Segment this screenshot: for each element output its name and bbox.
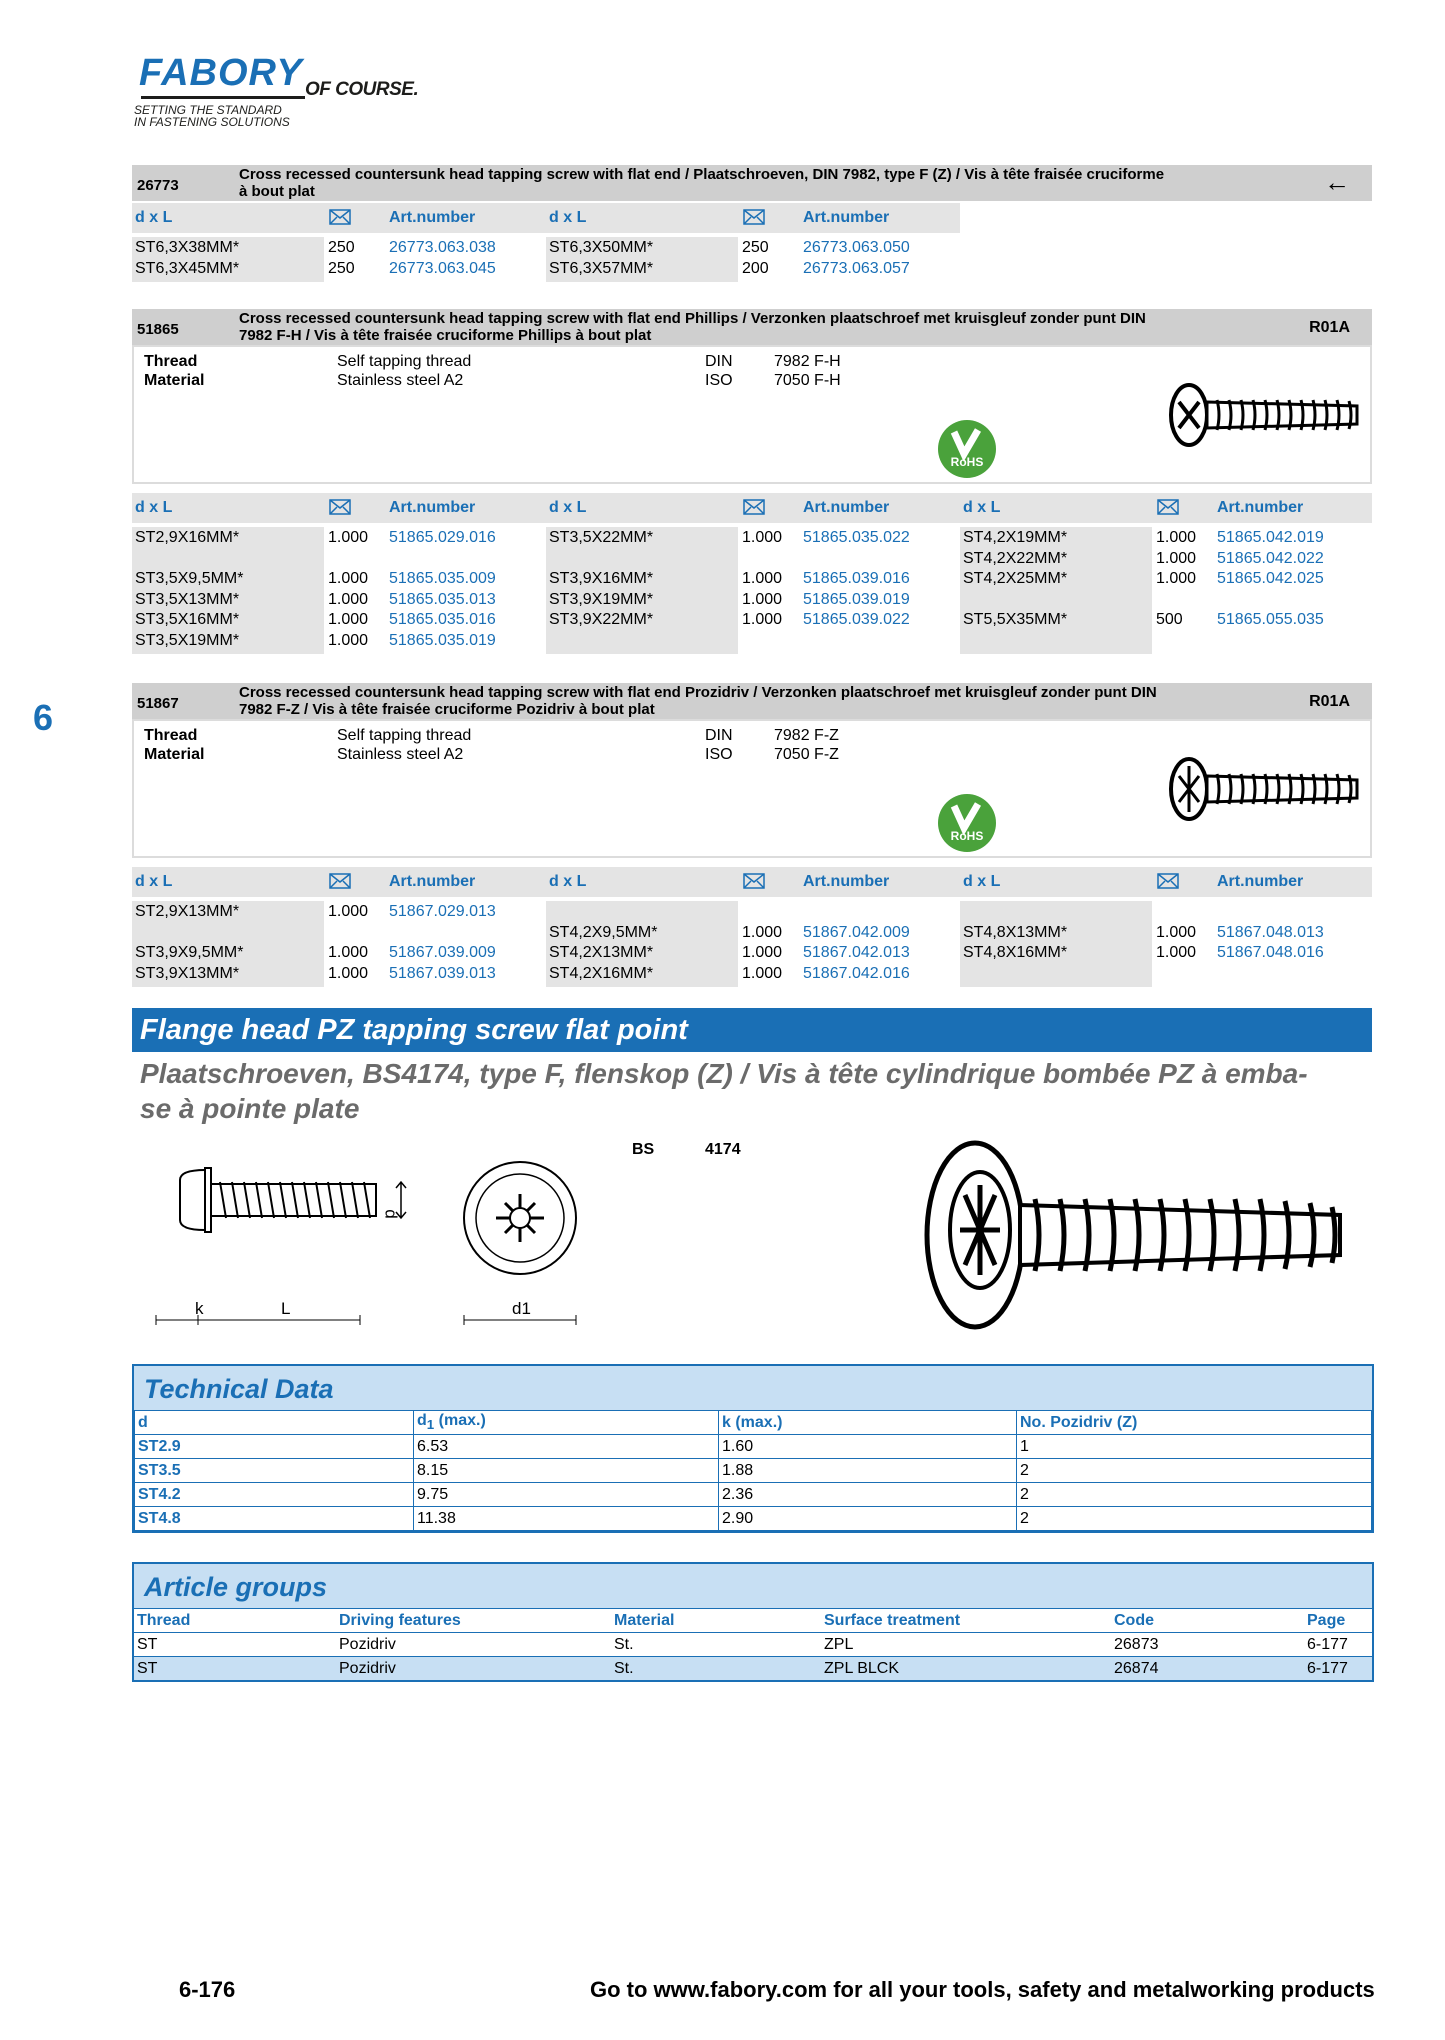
size-cell: ST4,8X13MM* xyxy=(963,923,1068,941)
quantity-cell: 250 xyxy=(742,239,769,256)
column-header-artnumber: Art.number xyxy=(803,209,890,226)
standard-label: BS xyxy=(632,1141,655,1158)
description-line: Cross recessed countersunk head tapping screw with flat end / Plaatschroeven, DIN 7982, type F (Z) / Vis à tête fraisée cruciforme xyxy=(239,166,1165,183)
quantity-cell: 1.000 xyxy=(328,964,369,982)
section-title: Flange head PZ tapping screw flat point xyxy=(132,1008,1372,1052)
table-cell: ST4.2 xyxy=(135,1483,414,1507)
column-header-dxl: d x L xyxy=(963,873,1001,890)
dimension-l-label: L xyxy=(281,1299,291,1318)
quantity-cell: 1.000 xyxy=(742,964,783,982)
logo-tagline xyxy=(134,104,290,128)
table-cell: ST4.8 xyxy=(135,1507,414,1531)
countersunk-screw-image xyxy=(1167,380,1367,450)
column-header-dxl: d x L xyxy=(549,209,587,226)
rohs-badge-icon xyxy=(938,420,996,478)
package-quantity-icon xyxy=(329,209,351,230)
quantity-cell: 250 xyxy=(328,239,355,256)
thread-value: Self tapping thread xyxy=(337,727,472,744)
table-cell: Pozidriv xyxy=(336,1657,611,1681)
quantity-cell: 1.000 xyxy=(1156,549,1197,567)
table-header-row xyxy=(135,1411,1372,1435)
size-cell: ST4,2X25MM* xyxy=(963,570,1068,587)
table-row[interactable] xyxy=(134,1633,1372,1657)
product-header-51865 xyxy=(132,309,1372,345)
column-header-artnumber: Art.number xyxy=(389,209,476,226)
column-header: No. Pozidriv (Z) xyxy=(1017,1411,1372,1435)
article-number-link[interactable]: 51865.035.013 xyxy=(389,590,496,608)
product-description xyxy=(239,166,1164,200)
column-header-dxl: d x L xyxy=(135,499,173,516)
subtitle-line: Plaatschroeven, BS4174, type F, flenskop (Z) / Vis à tête cylindrique bombée PZ à emba- xyxy=(140,1058,1308,1089)
table-cell: 2 xyxy=(1017,1459,1372,1483)
column-header-artnumber: Art.number xyxy=(1217,499,1304,516)
size-cell: ST2,9X16MM* xyxy=(135,529,240,546)
quantity-cell: 1.000 xyxy=(742,590,783,608)
material-label: Material xyxy=(144,372,205,389)
size-cell: ST4,2X13MM* xyxy=(549,944,654,961)
article-number-link[interactable]: 51865.039.019 xyxy=(803,590,910,608)
thread-value: Self tapping thread xyxy=(337,353,472,370)
table-cell: 1.60 xyxy=(719,1435,1017,1459)
table-cell: 2 xyxy=(1017,1483,1372,1507)
logo-tagline-line2: IN FASTENING SOLUTIONS xyxy=(134,115,290,129)
table-cell: ST3.5 xyxy=(135,1459,414,1483)
product-group-tag: R01A xyxy=(1309,319,1350,336)
quantity-cell: 1.000 xyxy=(328,590,369,608)
size-cell: ST6,3X57MM* xyxy=(549,259,654,277)
size-cell: ST6,3X45MM* xyxy=(135,259,240,277)
article-number-link[interactable]: 51867.048.016 xyxy=(1217,944,1324,961)
back-arrow-icon[interactable]: ← xyxy=(1324,167,1350,197)
article-number-link[interactable]: 51865.039.016 xyxy=(803,570,910,587)
size-cell: ST3,5X13MM* xyxy=(135,590,240,608)
article-number-link[interactable]: 51867.042.016 xyxy=(803,964,910,982)
table-cell: ST xyxy=(134,1657,336,1681)
package-quantity-icon xyxy=(329,873,351,894)
subtitle-line: se à pointe plate xyxy=(140,1093,360,1124)
standard-value: 7982 F-Z xyxy=(774,727,839,744)
table-cell: ST2.9 xyxy=(135,1435,414,1459)
column-header: Driving features xyxy=(336,1609,611,1633)
product-info-box xyxy=(132,719,1372,858)
rohs-label: RoHS xyxy=(950,829,984,843)
quantity-cell: 200 xyxy=(742,259,769,277)
product-header-51867 xyxy=(132,683,1372,719)
countersunk-screw-image xyxy=(1167,754,1367,824)
package-quantity-icon xyxy=(743,209,765,230)
rohs-badge-icon xyxy=(938,794,996,852)
description-line: Cross recessed countersunk head tapping screw with flat end Prozidriv / Verzonken plaatschroef met kruisgleuf zonder punt DIN xyxy=(239,684,1157,701)
table-cell: 2 xyxy=(1017,1507,1372,1531)
column-header: Material xyxy=(611,1609,821,1633)
table-cell: 2.90 xyxy=(719,1507,1017,1531)
table-cell: ST xyxy=(134,1633,336,1657)
size-cell: ST4,2X16MM* xyxy=(549,964,654,982)
column-header-artnumber: Art.number xyxy=(803,873,890,890)
article-number-link[interactable]: 51865.042.025 xyxy=(1217,570,1324,587)
technical-data-table xyxy=(132,1364,1374,1533)
size-cell: ST3,9X22MM* xyxy=(549,611,654,628)
article-number-link[interactable]: 51867.042.013 xyxy=(803,944,910,961)
table-row xyxy=(135,1435,1372,1459)
table-cell: ZPL BLCK xyxy=(821,1657,1111,1681)
article-number-link[interactable]: 51867.029.013 xyxy=(389,903,496,920)
column-header-artnumber: Art.number xyxy=(389,499,476,516)
table-row xyxy=(135,1459,1372,1483)
quantity-cell: 1.000 xyxy=(1156,923,1197,941)
quantity-cell: 1.000 xyxy=(328,529,369,546)
column-header: k (max.) xyxy=(719,1411,1017,1435)
dimension-d-label: d xyxy=(381,1209,401,1219)
size-cell: ST2,9X13MM* xyxy=(135,903,240,920)
quantity-cell: 1.000 xyxy=(328,631,369,649)
description-line: 7982 F-H / Vis à tête fraisée cruciforme Phillips à bout plat xyxy=(239,327,652,344)
table-cell: St. xyxy=(611,1633,821,1657)
article-number-link[interactable]: 51867.042.009 xyxy=(803,923,910,941)
quantity-cell: 1.000 xyxy=(328,611,369,628)
quantity-cell: 1.000 xyxy=(328,944,369,961)
header-max: (max.) xyxy=(438,1412,486,1430)
article-number-link[interactable]: 51865.035.016 xyxy=(389,611,496,628)
size-cell: ST4,2X22MM* xyxy=(963,549,1068,567)
quantity-cell: 1.000 xyxy=(1156,529,1197,546)
column-header xyxy=(414,1411,719,1435)
quantity-cell: 250 xyxy=(328,259,355,277)
chapter-marker: 6 xyxy=(33,697,54,738)
article-number-link[interactable]: 51865.042.022 xyxy=(1217,549,1324,567)
size-cell: ST4,8X16MM* xyxy=(963,944,1068,961)
table-header-row xyxy=(134,1609,1372,1633)
column-header-dxl: d x L xyxy=(963,499,1001,516)
table-cell: 26874 xyxy=(1111,1657,1304,1681)
column-header: Page xyxy=(1304,1609,1372,1633)
column-header-artnumber: Art.number xyxy=(389,873,476,890)
table-row xyxy=(135,1507,1372,1531)
package-quantity-icon xyxy=(743,873,765,894)
column-header: Surface treatment xyxy=(821,1609,1111,1633)
table-cell: 6.53 xyxy=(414,1435,719,1459)
package-quantity-icon xyxy=(1157,873,1179,894)
footer-link-text[interactable]: Go to www.fabory.com for all your tools, safety and metalworking products xyxy=(590,1977,1375,2002)
column-header-dxl: d x L xyxy=(135,209,173,226)
table-cell: 6-177 xyxy=(1304,1633,1372,1657)
size-cell: ST3,5X22MM* xyxy=(549,529,654,546)
quantity-cell: 1.000 xyxy=(1156,944,1197,961)
article-number-link[interactable]: 51865.035.009 xyxy=(389,570,496,587)
table-title: Article groups xyxy=(134,1564,1372,1608)
size-cell: ST6,3X50MM* xyxy=(549,239,654,256)
article-number-link[interactable]: 51865.055.035 xyxy=(1217,611,1324,628)
article-number-link[interactable]: 26773.063.038 xyxy=(389,239,496,256)
quantity-cell: 1.000 xyxy=(742,529,783,546)
table-cell: 1.88 xyxy=(719,1459,1017,1483)
column-header: Thread xyxy=(134,1609,336,1633)
table-cell: 11.38 xyxy=(414,1507,719,1531)
package-quantity-icon xyxy=(329,499,351,520)
table-title: Technical Data xyxy=(134,1366,1372,1410)
size-cell: ST3,5X19MM* xyxy=(135,631,240,649)
quantity-cell: 1.000 xyxy=(742,570,783,587)
material-value: Stainless steel A2 xyxy=(337,372,464,389)
size-cell: ST4,2X19MM* xyxy=(963,529,1068,546)
table-cell: Pozidriv xyxy=(336,1633,611,1657)
standard-label: ISO xyxy=(705,746,733,763)
standard-label: DIN xyxy=(705,727,733,744)
table-row xyxy=(135,1483,1372,1507)
product-header-26773 xyxy=(132,165,1372,201)
page-number: 6-176 xyxy=(179,1977,236,2002)
package-quantity-icon xyxy=(743,499,765,520)
table-cell: 6-177 xyxy=(1304,1657,1372,1681)
size-cell: ST6,3X38MM* xyxy=(135,239,240,256)
column-header-dxl: d x L xyxy=(135,873,173,890)
article-number-link[interactable]: 51867.039.013 xyxy=(389,964,496,982)
logo-slogan: OF COURSE. xyxy=(305,79,419,100)
material-value: Stainless steel A2 xyxy=(337,746,464,763)
quantity-cell: 500 xyxy=(1156,611,1183,628)
description-line: Cross recessed countersunk head tapping screw with flat end Phillips / Verzonken plaatschroef met kruisgleuf zonder punt DIN xyxy=(239,310,1146,327)
article-number-link[interactable]: 51865.029.016 xyxy=(389,529,496,546)
product-group-tag: R01A xyxy=(1309,693,1350,710)
table-cell: 1 xyxy=(1017,1435,1372,1459)
logo-underline xyxy=(141,96,305,99)
article-number-link[interactable]: 51867.039.009 xyxy=(389,944,496,961)
size-cell: ST5,5X35MM* xyxy=(963,611,1068,628)
size-cell: ST3,9X13MM* xyxy=(135,964,240,982)
quantity-cell: 1.000 xyxy=(742,611,783,628)
size-cell: ST4,2X9,5MM* xyxy=(549,923,658,941)
table-cell: 9.75 xyxy=(414,1483,719,1507)
article-number-link[interactable]: 51865.035.022 xyxy=(803,529,910,546)
column-header-dxl: d x L xyxy=(549,873,587,890)
header-subscript: 1 xyxy=(426,1417,435,1433)
product-info-box xyxy=(132,345,1372,484)
quantity-cell: 1.000 xyxy=(1156,570,1197,587)
standard-label: ISO xyxy=(705,372,733,389)
logo-tagline-line1: SETTING THE STANDARD xyxy=(134,103,282,117)
description-line: 7982 F-Z / Vis à tête fraisée cruciforme Pozidriv à bout plat xyxy=(239,701,655,718)
article-number-link[interactable]: 26773.063.045 xyxy=(389,259,496,277)
dimension-d1-label: d1 xyxy=(512,1299,531,1318)
table-row[interactable] xyxy=(134,1657,1372,1681)
column-header: Code xyxy=(1111,1609,1304,1633)
size-cell: ST3,9X16MM* xyxy=(549,570,654,587)
standard-value: 4174 xyxy=(705,1141,741,1158)
size-cell: ST3,9X9,5MM* xyxy=(135,944,244,961)
article-groups-table xyxy=(132,1562,1374,1682)
quantity-cell: 1.000 xyxy=(742,923,783,941)
product-description xyxy=(239,310,1146,344)
column-header-artnumber: Art.number xyxy=(1217,873,1304,890)
quantity-cell: 1.000 xyxy=(742,944,783,961)
table-cell: 8.15 xyxy=(414,1459,719,1483)
table-cell: 26873 xyxy=(1111,1633,1304,1657)
dimension-k-label: k xyxy=(195,1299,204,1318)
thread-label: Thread xyxy=(144,353,198,370)
article-number-link[interactable]: 51865.035.019 xyxy=(389,631,496,649)
product-code: 51865 xyxy=(137,321,179,338)
standard-value: 7050 F-H xyxy=(774,372,841,389)
table-cell: St. xyxy=(611,1657,821,1681)
thread-label: Thread xyxy=(144,727,198,744)
size-cell: ST3,9X19MM* xyxy=(549,590,654,608)
article-number-link[interactable]: 51867.048.013 xyxy=(1217,923,1324,941)
rohs-label: RoHS xyxy=(950,455,984,469)
size-cell: ST3,5X16MM* xyxy=(135,611,240,628)
product-description xyxy=(239,684,1157,718)
technical-data-grid xyxy=(134,1410,1372,1531)
standard-label: DIN xyxy=(705,353,733,370)
description-line: à bout plat xyxy=(239,183,315,200)
standard-value: 7982 F-H xyxy=(774,353,841,370)
table-cell: ZPL xyxy=(821,1633,1111,1657)
article-number-link[interactable]: 51865.042.019 xyxy=(1217,529,1324,546)
column-header-artnumber: Art.number xyxy=(803,499,890,516)
table-cell: 2.36 xyxy=(719,1483,1017,1507)
header-d: d xyxy=(417,1412,427,1430)
logo-wordmark: FABORY xyxy=(139,52,303,94)
quantity-cell: 1.000 xyxy=(328,903,369,920)
size-cell: ST3,5X9,5MM* xyxy=(135,570,244,587)
flange-screw-image xyxy=(920,1135,1360,1335)
section-subtitle xyxy=(140,1056,1380,1126)
column-header: d xyxy=(135,1411,414,1435)
article-number-link[interactable]: 26773.063.057 xyxy=(803,259,910,277)
article-number-link[interactable]: 26773.063.050 xyxy=(803,239,910,256)
quantity-cell: 1.000 xyxy=(328,570,369,587)
column-header-dxl: d x L xyxy=(549,499,587,516)
standard-value: 7050 F-Z xyxy=(774,746,839,763)
material-label: Material xyxy=(144,746,205,763)
product-code: 51867 xyxy=(137,695,179,712)
package-quantity-icon xyxy=(1157,499,1179,520)
article-number-link[interactable]: 51865.039.022 xyxy=(803,611,910,628)
article-groups-grid xyxy=(134,1608,1372,1680)
product-code: 26773 xyxy=(137,177,179,194)
